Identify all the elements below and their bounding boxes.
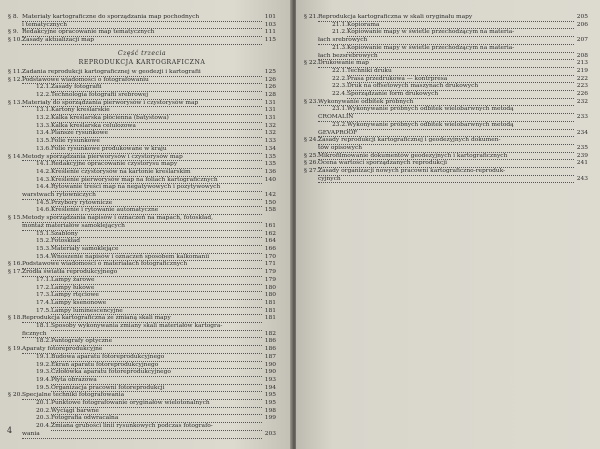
toc-entry	[304, 37, 588, 45]
toc-entry-number: 15.2.	[36, 238, 51, 245]
toc-entry-title: Lampy luminescencyjne	[51, 308, 262, 316]
toc-entry-title: Podstawowe wiadomości o materiałach fotograficznych	[22, 261, 262, 269]
toc-entry-title: Ekran aparatu fotoreprodukcyjnego	[51, 362, 262, 370]
toc-entry-title: Redakcyjne opracowanie czystorysu mapy	[51, 161, 262, 169]
toc-page-number: 179	[264, 276, 276, 283]
toc-entry-number: 13.4.	[36, 130, 51, 137]
toc-entry	[8, 169, 276, 177]
toc-entry	[304, 106, 588, 114]
toc-page-number: 162	[264, 230, 276, 237]
toc-entry-title: Kartony kreślarskie	[51, 107, 262, 115]
toc-entry	[8, 431, 276, 439]
toc-entry-title: Redakcyjne opracowanie map tematycznych	[22, 29, 262, 37]
toc-entry	[8, 154, 276, 162]
toc-entry	[8, 254, 276, 262]
toc-entry-title: łach bezsrebrowych	[318, 53, 574, 61]
toc-page-number: 234	[576, 129, 588, 136]
toc-entry-number: 17.1.	[36, 276, 51, 283]
toc-entry	[8, 292, 276, 300]
toc-page-number: 233	[576, 114, 588, 121]
toc-page-number: 171	[264, 261, 276, 268]
toc-entry	[8, 100, 276, 108]
toc-page-number: 205	[576, 14, 588, 20]
part-title: REPRODUKCJA KARTOGRAFICZNA	[78, 58, 206, 66]
toc-entry-title: GEVAPROOF	[318, 130, 574, 138]
toc-section-mark: § 18.	[8, 315, 23, 322]
toc-entry	[8, 285, 276, 293]
toc-entry-title: Reprodukcja kartograficzna w skali oryginału mapy	[318, 14, 574, 22]
toc-section-mark: § 9.	[8, 29, 19, 36]
toc-entry	[8, 308, 276, 316]
toc-page-number: 208	[576, 52, 588, 59]
toc-entry-title: Fotografia odwracalna	[51, 415, 262, 423]
toc-entry-title: Prasa przedrukowa — kontrpresa	[347, 76, 574, 84]
toc-entry-title: Fotoskład	[51, 238, 262, 246]
toc-entry-title: Materiały samoklejące	[51, 246, 262, 254]
toc-page-number: 181	[264, 315, 276, 322]
toc-entry-title: Kalka kreślarska celulozowa	[51, 123, 262, 131]
toc-page-number: 195	[264, 392, 276, 399]
toc-entry	[8, 161, 276, 169]
toc-entry	[8, 354, 276, 362]
toc-section-mark: § 24.	[304, 137, 319, 144]
toc-entry-number: 23.2.	[332, 121, 347, 128]
toc-entry	[8, 269, 276, 277]
toc-page-number: 136	[264, 168, 276, 175]
right-toc-column	[304, 14, 588, 183]
toc-entry-number: 14.6.	[36, 207, 51, 214]
toc-entry-number: 22.2.	[332, 75, 347, 82]
toc-section-mark: § 21.	[304, 14, 319, 20]
toc-entry	[8, 408, 276, 416]
toc-entry	[304, 76, 588, 84]
toc-entry-number: 20.2.	[36, 407, 51, 414]
toc-section-mark: § 14.	[8, 153, 23, 160]
toc-page-number: 223	[576, 83, 588, 90]
toc-entry-number: 15.4.	[36, 253, 51, 260]
toc-entry	[304, 122, 588, 130]
toc-entry-title: Kreślenie czystorysów na kartonie kreślarskim	[51, 169, 262, 177]
toc-entry	[8, 385, 276, 393]
toc-entry-title: Podstawowe wiadomości o fotografowaniu	[22, 77, 262, 85]
toc-entry-number: 18.2.	[36, 338, 51, 345]
toc-page-number: 131	[264, 115, 276, 122]
toc-entry	[8, 14, 276, 22]
toc-entry-title: Wnoszenie napisów i oznaczeń sposobem kalkomanii	[51, 254, 262, 262]
toc-entry	[8, 300, 276, 308]
toc-entry-title: Wykonywanie próbnych odbitek wielobarwnych metodą	[347, 106, 574, 114]
toc-entry-number: 19.2.	[36, 361, 51, 368]
toc-entry	[8, 192, 276, 200]
toc-entry	[304, 22, 588, 30]
toc-page-number: 126	[264, 76, 276, 83]
toc-page-number: 190	[264, 369, 276, 376]
toc-entry-title: warstwach rytowniczych	[22, 192, 262, 200]
toc-entry	[304, 83, 588, 91]
toc-entry-title: Kalka kreślarska płócienna (batystowa)	[51, 115, 262, 123]
toc-entry-title: Techniki druku	[347, 68, 574, 76]
toc-entry-title: Sposoby wykonywania zmiany skali materiałów kartogra-	[51, 323, 262, 331]
toc-entry-title: Lampy łukowe	[51, 285, 262, 293]
toc-entry-title: Człołówka aparatu fotoreprodukcyjnego	[51, 369, 262, 377]
toc-entry-title: Wyciągi barwne	[51, 408, 262, 416]
toc-page-number: 134	[264, 145, 276, 152]
toc-entry	[304, 137, 588, 145]
toc-entry	[8, 231, 276, 239]
toc-entry	[8, 92, 276, 100]
toc-page-number: 179	[264, 269, 276, 276]
toc-entry-title: Przybory rytownicze	[51, 200, 262, 208]
toc-entry	[8, 377, 276, 385]
toc-entry	[8, 138, 276, 146]
toc-entry-title: Kopiowanie mapy w świetle przechodzącym na materia-	[347, 29, 574, 37]
toc-page-number: 101	[264, 14, 276, 20]
toc-page-number: 111	[264, 29, 276, 36]
toc-entry-number: 14.5.	[36, 199, 51, 206]
toc-entry-number: 17.2.	[36, 284, 51, 291]
toc-entry-title: Plansze rysunkowe	[51, 130, 262, 138]
toc-entry-number: 19.1.	[36, 353, 51, 360]
toc-entry	[304, 99, 588, 107]
toc-entry	[304, 53, 588, 61]
toc-entry	[304, 45, 588, 53]
toc-page-number: 226	[576, 91, 588, 98]
toc-page-number: 241	[576, 160, 588, 167]
toc-entry-number: 22.1.	[332, 67, 347, 74]
toc-entry	[304, 29, 588, 37]
toc-entry-title: Rytowanie treści map na negatywowych i pozytywowych	[51, 184, 262, 192]
toc-entry-title: Materiały do sporządzania pierworysów i czystorysów map	[22, 100, 262, 108]
toc-entry-title: ficznych	[22, 331, 262, 339]
toc-entry	[304, 68, 588, 76]
toc-page-number: 190	[264, 361, 276, 368]
toc-page-number: 128	[264, 91, 276, 98]
toc-entry-number: 20.4.	[36, 423, 51, 430]
toc-entry-title: Sporządzanie form drukowych	[347, 91, 574, 99]
toc-page-number: 164	[264, 238, 276, 245]
toc-entry-number: 22.3.	[332, 83, 347, 90]
toc-entry-number: 12.1.	[36, 84, 51, 91]
toc-entry-title: Organizacja pracowni fotoreprodukcji	[51, 385, 262, 393]
toc-entry-title: Wykonywanie próbnych odbitek wielobarwnych metodą	[347, 122, 574, 130]
toc-page-number: 194	[264, 384, 276, 391]
toc-entry	[304, 160, 588, 168]
toc-entry-number: 23.1.	[332, 106, 347, 113]
toc-section-mark: § 25.	[304, 152, 319, 159]
toc-page-number: 198	[264, 407, 276, 414]
toc-section-mark: § 27.	[304, 168, 319, 175]
toc-entry	[8, 392, 276, 400]
toc-entry	[8, 277, 276, 285]
toc-entry-number: 19.3.	[36, 369, 51, 376]
part-heading: Część trzecia	[117, 49, 167, 57]
toc-entry	[8, 77, 276, 85]
toc-part-two-tail	[8, 14, 276, 45]
toc-entry	[8, 369, 276, 377]
toc-section-mark: § 11.	[8, 68, 23, 75]
left-page	[0, 0, 292, 449]
toc-entry	[8, 238, 276, 246]
toc-page-number: 187	[264, 353, 276, 360]
toc-page-number: 213	[576, 60, 588, 67]
toc-entry-title: cyjnych	[318, 176, 574, 184]
toc-entry-title: Technologia fotografii srebrowej	[51, 92, 262, 100]
toc-entry	[8, 184, 276, 192]
toc-page-number: 132	[264, 122, 276, 129]
toc-entry	[8, 200, 276, 208]
toc-entry-number: 17.5.	[36, 307, 51, 314]
toc-entry	[304, 114, 588, 122]
toc-section-mark: § 20.	[8, 392, 23, 399]
toc-entry-title: Budowa aparatu fotoreprodukcyjnego	[51, 354, 262, 362]
toc-section-mark: § 17.	[8, 269, 23, 276]
toc-page-number: 235	[576, 144, 588, 151]
toc-entry	[304, 60, 588, 68]
toc-entry-title: wania	[22, 431, 262, 439]
toc-entry	[8, 84, 276, 92]
toc-entry-title: i tematycznych	[22, 22, 262, 30]
toc-entry	[8, 215, 276, 223]
toc-entry	[304, 168, 588, 176]
toc-page-number: 126	[264, 84, 276, 91]
toc-page-number: 207	[576, 37, 588, 44]
toc-page-number: 193	[264, 376, 276, 383]
toc-entry-number: 14.3.	[36, 176, 51, 183]
toc-page-number: 135	[264, 161, 276, 168]
toc-page-number: 150	[264, 199, 276, 206]
toc-entry	[8, 400, 276, 408]
toc-entry	[8, 331, 276, 339]
toc-entry-title: Lampy ksenonowe	[51, 300, 262, 308]
toc-page-number: 181	[264, 307, 276, 314]
toc-entry-number: 22.4.	[332, 91, 347, 98]
toc-entry-title: Drukowanie map	[318, 60, 574, 68]
toc-entry-number: 14.4.	[36, 184, 51, 191]
toc-entry-title: Szablony	[51, 231, 262, 239]
toc-entry-title: Punktowe fotografowanie oryginałów wielotonalnych	[51, 400, 262, 408]
toc-entry	[304, 91, 588, 99]
toc-page-number: 203	[264, 430, 276, 437]
toc-page-number: 180	[264, 284, 276, 291]
toc-entry-number: 12.2.	[36, 91, 51, 98]
toc-entry-title: łach srebrowych	[318, 37, 574, 45]
toc-page-number: 186	[264, 338, 276, 345]
toc-entry-title: Metody sporządzania napisów i oznaczeń na mapach, fotoskład,	[22, 215, 262, 223]
toc-entry	[8, 115, 276, 123]
toc-section-mark: § 10.	[8, 37, 23, 44]
toc-entry-number: 19.5.	[36, 384, 51, 391]
toc-page-number: 103	[264, 21, 276, 28]
toc-page-number: 243	[576, 175, 588, 182]
page-number: 4	[7, 426, 13, 435]
toc-entry	[304, 14, 588, 22]
toc-entry	[8, 362, 276, 370]
toc-section-mark: § 22.	[304, 60, 319, 67]
toc-entry-number: 21.1.	[332, 21, 347, 28]
toc-entry-title: Kopiowanie mapy w świetle przechodzącym na materia-	[347, 45, 574, 53]
toc-entry-title: CROMALIN	[318, 114, 574, 122]
toc-entry	[8, 37, 276, 45]
toc-entry	[8, 130, 276, 138]
toc-entry	[8, 323, 276, 331]
toc-entry	[8, 261, 276, 269]
toc-page-number: 140	[264, 176, 276, 183]
toc-entry-title: Mikrofilmowanie dokumentów geodezyjnych i kartograficznych	[318, 153, 574, 161]
toc-entry	[8, 146, 276, 154]
toc-entry-title: Folie rysunkowe produkowane w kraju	[51, 146, 262, 154]
toc-entry-title: Ocena wartości sporządzanych reprodukcji	[318, 160, 574, 168]
toc-entry	[8, 315, 276, 323]
toc-entry-number: 21.3.	[332, 44, 347, 51]
toc-entry-number: 20.3.	[36, 415, 51, 422]
toc-entry	[8, 123, 276, 131]
toc-section-mark: § 12.	[8, 76, 23, 83]
toc-entry	[8, 423, 276, 431]
toc-entry	[8, 346, 276, 354]
toc-entry-title: Płyta obrazowa	[51, 377, 262, 385]
toc-page-number: 182	[264, 330, 276, 337]
toc-entry-title: Lampy rtęciowe	[51, 292, 262, 300]
toc-entry-number: 14.2.	[36, 168, 51, 175]
toc-entry-title: Zasady organizacji nowych pracowni kartograficzno-reproduk-	[318, 168, 574, 176]
toc-part-three	[8, 69, 276, 439]
toc-entry-title: Kreślenie i rytowanie automatyczne	[51, 207, 262, 215]
toc-entry	[8, 107, 276, 115]
toc-entry	[8, 246, 276, 254]
toc-entry-title: tów opisowych	[318, 145, 574, 153]
toc-part-three-continued	[304, 14, 588, 183]
toc-page-number: 195	[264, 400, 276, 407]
toc-entry-title: Pantografy optyczne	[51, 338, 262, 346]
toc-entry-title: Zadania reprodukcji kartograficznej w geodezji i kartografii	[22, 69, 262, 77]
toc-entry	[304, 130, 588, 138]
toc-page-number: 125	[264, 68, 276, 75]
toc-page-number: 232	[576, 98, 588, 105]
toc-entry	[304, 176, 588, 184]
toc-entry-number: 13.5.	[36, 138, 51, 145]
toc-entry-title: Kreślenie pierworysów map na foliach kartograficznych	[51, 177, 262, 185]
toc-entry-number: 13.6.	[36, 145, 51, 152]
toc-entry-title: Źródła światła reprodukcyjnego	[22, 269, 262, 277]
toc-entry-title: Druk na offsetowych maszynach drukowych	[347, 83, 574, 91]
toc-page-number: 166	[264, 245, 276, 252]
toc-entry	[8, 22, 276, 30]
toc-page-number: 181	[264, 299, 276, 306]
toc-page-number: 142	[264, 192, 276, 199]
toc-entry	[304, 153, 588, 161]
toc-entry-number: 21.2.	[332, 29, 347, 36]
toc-page-number: 219	[576, 67, 588, 74]
toc-page-number: 132	[264, 130, 276, 137]
toc-entry-title: Zasady aktualizacji map	[22, 37, 262, 45]
toc-entry-number: 13.2.	[36, 115, 51, 122]
toc-section-mark: § 16.	[8, 261, 23, 268]
toc-entry-number: 14.1.	[36, 161, 51, 168]
toc-entry	[8, 223, 276, 231]
toc-entry-number: 13.3.	[36, 122, 51, 129]
toc-page-number: 135	[264, 153, 276, 160]
toc-entry-title: Zasady fotografii	[51, 84, 262, 92]
left-toc-column	[8, 14, 276, 439]
toc-entry-title: Materiały kartograficzne do sporządzania map pochodnych	[22, 14, 262, 22]
toc-section-mark: § 26.	[304, 160, 319, 167]
toc-entry-title: Zasady reprodukcji kartograficznej i geodezyjnych dokumen-	[318, 137, 574, 145]
right-page	[296, 0, 600, 449]
toc-entry-title: Metody sporządzania pierworysów i czystorysów map	[22, 154, 262, 162]
toc-entry-number: 15.3.	[36, 245, 51, 252]
toc-entry	[8, 207, 276, 215]
toc-page-number: 199	[264, 415, 276, 422]
toc-entry-title: montaż materiałów samoklejących	[22, 223, 262, 231]
toc-entry-number: 13.1.	[36, 107, 51, 114]
toc-page-number: 131	[264, 99, 276, 106]
toc-entry	[304, 145, 588, 153]
toc-entry-number: 18.1.	[36, 323, 51, 330]
toc-entry-title: Lampy żarowe	[51, 277, 262, 285]
toc-section-mark: § 19.	[8, 346, 23, 353]
toc-page-number: 170	[264, 253, 276, 260]
toc-entry-number: 17.4.	[36, 299, 51, 306]
toc-section-mark: § 23.	[304, 98, 319, 105]
toc-entry-title: Aparaty fotoreprodukcyjne	[22, 346, 262, 354]
toc-entry-title: Specjalne techniki fotografowania	[22, 392, 262, 400]
toc-page-number: 158	[264, 207, 276, 214]
toc-page-number: 115	[264, 37, 276, 44]
toc-entry	[8, 177, 276, 185]
toc-section-mark: § 15.	[8, 215, 23, 222]
toc-page-number: 161	[264, 222, 276, 229]
toc-entry-title: Reprodukcja kartograficzna ze zmianą skali mapy	[22, 315, 262, 323]
toc-page-number: 131	[264, 107, 276, 114]
toc-entry-title: Kopiorama	[347, 22, 574, 30]
toc-entry-title: Zmiana grubości linii rysunkowych podczas fotografo-	[51, 423, 262, 431]
toc-page-number: 133	[264, 138, 276, 145]
toc-section-mark: § 8.	[8, 14, 19, 20]
toc-page-number: 180	[264, 292, 276, 299]
toc-entry	[8, 29, 276, 37]
toc-entry-title: Folie rysunkowe	[51, 138, 262, 146]
toc-entry-number: 19.4.	[36, 376, 51, 383]
toc-section-mark: § 13.	[8, 99, 23, 106]
toc-entry-number: 17.3.	[36, 292, 51, 299]
toc-entry-number: 20.1.	[36, 400, 51, 407]
toc-entry-title: Wykonywanie odbitek próbnych	[318, 99, 574, 107]
toc-entry-number: 15.1.	[36, 230, 51, 237]
toc-page-number: 222	[576, 75, 588, 82]
toc-entry	[8, 69, 276, 77]
toc-page-number: 186	[264, 346, 276, 353]
toc-page-number: 239	[576, 152, 588, 159]
toc-page-number: 206	[576, 21, 588, 28]
toc-entry	[8, 415, 276, 423]
toc-entry	[8, 338, 276, 346]
